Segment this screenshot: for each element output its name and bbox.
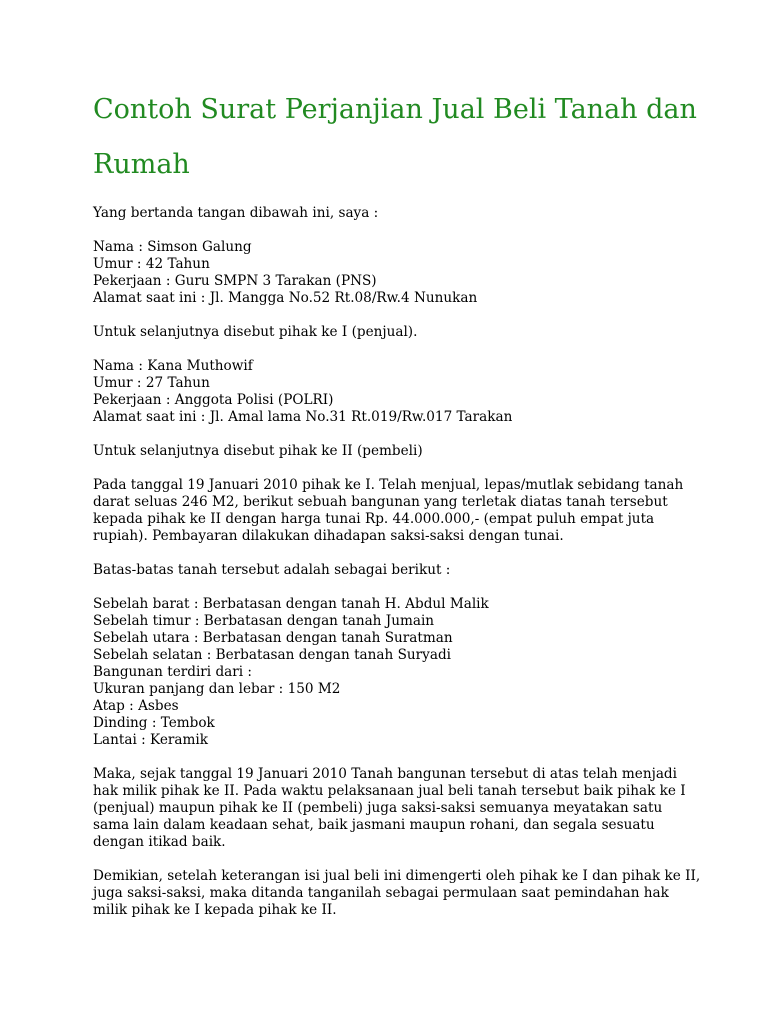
seller-occupation: Pekerjaan : Guru SMPN 3 Tarakan (PNS) [93, 273, 377, 289]
paragraph-gap [93, 222, 733, 239]
boundary-east: Sebelah timur : Berbatasan dengan tanah Jumain [93, 613, 435, 629]
paragraph-line: sama lain dalam keadaan sehat, baik jasmani maupun rohani, dan segala sesuatu [93, 817, 655, 833]
building-floor: Lantai : Keramik [93, 732, 208, 748]
paragraph-line: milik pihak ke I kepada pihak ke II. [93, 902, 337, 918]
building-roof: Atap : Asbes [93, 698, 179, 714]
document-body [93, 205, 733, 919]
paragraph-gap [93, 545, 733, 562]
paragraph-line: darat seluas 246 M2, berikut sebuah bangunan yang terletak diatas tanah tersebut [93, 494, 668, 510]
building-wall: Dinding : Tembok [93, 715, 215, 731]
paragraph-line: kepada pihak ke II dengan harga tunai Rp. 44.000.000,- (empat puluh empat juta [93, 511, 655, 527]
paragraph-line: juga saksi-saksi, maka ditanda tanganilah sebagai permulaan saat pemindahan hak [93, 885, 669, 901]
document-title: Contoh Surat Perjanjian Jual Beli Tanah dan Rumah [93, 94, 697, 180]
building-heading: Bangunan terdiri dari : [93, 664, 253, 680]
seller-name: Nama : Simson Galung [93, 239, 252, 255]
boundary-south: Sebelah selatan : Berbatasan dengan tanah Suryadi [93, 647, 451, 663]
paragraph-line: dengan itikad baik. [93, 834, 226, 850]
opening-line: Yang bertanda tangan dibawah ini, saya : [93, 205, 379, 221]
paragraph-line: hak milik pihak ke II. Pada waktu pelaksanaan jual beli tanah tersebut baik pihak ke I [93, 783, 686, 799]
boundaries-intro: Batas-batas tanah tersebut adalah sebagai berikut : [93, 562, 451, 578]
paragraph-line: (penjual) maupun pihak ke II (pembeli) juga saksi-saksi semuanya meyatakan satu [93, 800, 663, 816]
boundary-north: Sebelah utara : Berbatasan dengan tanah Suratman [93, 630, 453, 646]
buyer-age: Umur : 27 Tahun [93, 375, 210, 391]
paragraph-gap [93, 307, 733, 324]
seller-identity [93, 239, 733, 307]
paragraph-gap [93, 749, 733, 766]
buyer-address: Alamat saat ini : Jl. Amal lama No.31 Rt.019/Rw.017 Tarakan [93, 409, 513, 425]
paragraph-gap [93, 426, 733, 443]
buyer-name: Nama : Kana Muthowif [93, 358, 253, 374]
paragraph-gap [93, 851, 733, 868]
buyer-identity [93, 358, 733, 426]
paragraph-line: Maka, sejak tanggal 19 Januari 2010 Tanah bangunan tersebut di atas telah menjadi [93, 766, 677, 782]
boundary-west: Sebelah barat : Berbatasan dengan tanah H. Abdul Malik [93, 596, 489, 612]
paragraph-gap [93, 460, 733, 477]
seller-note: Untuk selanjutnya disebut pihak ke I (penjual). [93, 324, 418, 340]
buyer-occupation: Pekerjaan : Anggota Polisi (POLRI) [93, 392, 334, 408]
building-size: Ukuran panjang dan lebar : 150 M2 [93, 681, 341, 697]
buyer-note: Untuk selanjutnya disebut pihak ke II (pembeli) [93, 443, 423, 459]
sale-paragraph [93, 477, 733, 545]
paragraph-gap [93, 341, 733, 358]
paragraph-line: Pada tanggal 19 Januari 2010 pihak ke I. Telah menjual, lepas/mutlak sebidang tanah [93, 477, 684, 493]
paragraph-gap [93, 579, 733, 596]
seller-address: Alamat saat ini : Jl. Mangga No.52 Rt.08/Rw.4 Nunukan [93, 290, 478, 306]
boundaries-list [93, 596, 733, 749]
ownership-paragraph [93, 766, 733, 851]
paragraph-line: rupiah). Pembayaran dilakukan dihadapan saksi-saksi dengan tunai. [93, 528, 564, 544]
paragraph-line: Demikian, setelah keterangan isi jual beli ini dimengerti oleh pihak ke I dan pihak ke II, [93, 868, 701, 884]
closing-paragraph [93, 868, 733, 919]
seller-age: Umur : 42 Tahun [93, 256, 210, 272]
